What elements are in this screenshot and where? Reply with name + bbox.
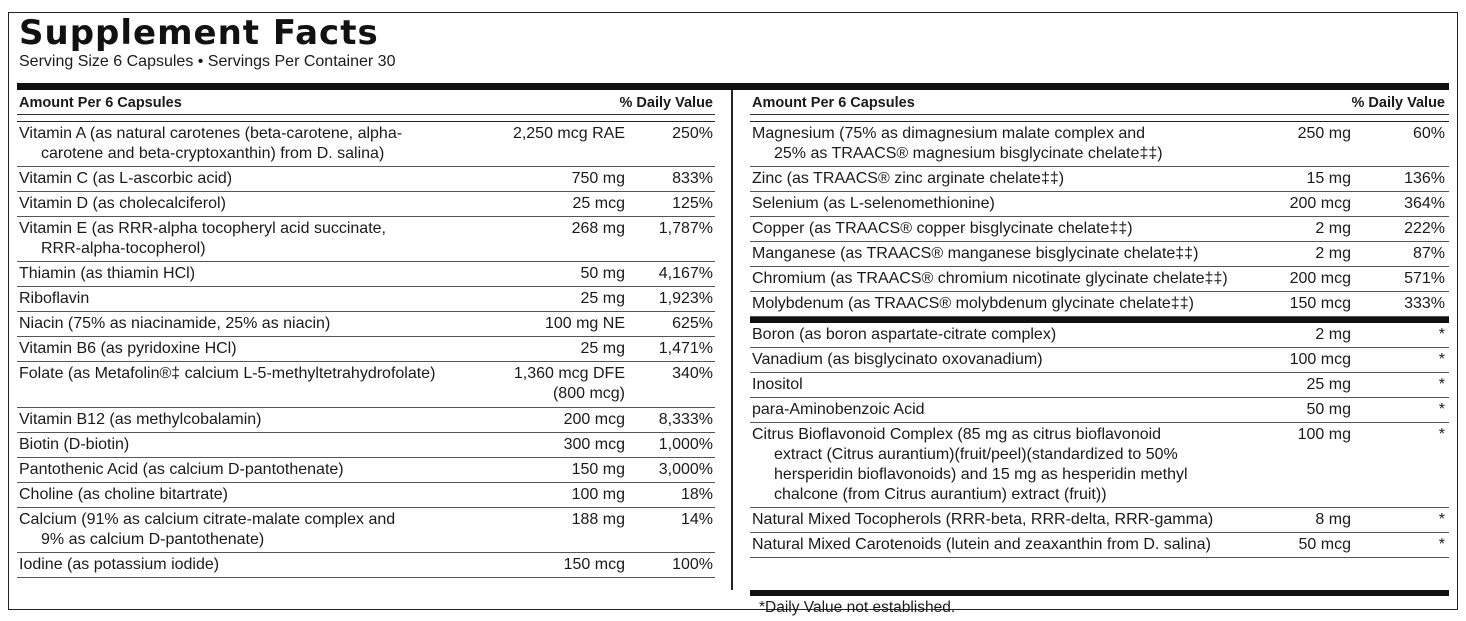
nutrient-amount <box>1315 219 1351 239</box>
nutrient-row <box>17 262 715 287</box>
nutrient-name <box>752 535 1242 555</box>
nutrient-daily-value: * <box>1438 326 1445 343</box>
nutrient-amount <box>1307 169 1351 189</box>
nutrient-row <box>17 408 715 433</box>
nutrient-amount <box>514 364 625 404</box>
nutrient-row <box>750 167 1449 192</box>
nutrient-amount <box>1307 400 1351 420</box>
nutrient-amount <box>1290 350 1351 370</box>
nutrient-daily-value: 3,000% <box>658 461 713 478</box>
nutrient-name <box>19 169 489 189</box>
right-nutrient-list-2 <box>750 323 1449 558</box>
nutrient-row <box>17 483 715 508</box>
nutrient-row <box>17 312 715 337</box>
nutrient-name-line: Selenium (as L-selenomethionine) <box>752 195 995 212</box>
nutrient-amount <box>1315 244 1351 264</box>
nutrient-name <box>752 400 1242 420</box>
nutrient-amount <box>572 510 625 530</box>
nutrient-daily-value: 571% <box>1404 270 1445 287</box>
nutrient-name-line: Natural Mixed Tocopherols (RRR-beta, RRR-delta, RRR-gamma) <box>752 511 1214 528</box>
nutrient-row <box>17 192 715 217</box>
nutrient-name-line: Magnesium (75% as dimagnesium malate complex and <box>752 125 1146 142</box>
nutrient-amount <box>1298 124 1351 144</box>
nutrient-name-line: Choline (as choline bitartrate) <box>19 486 228 503</box>
nutrient-name-line: Vitamin B12 (as methylcobalamin) <box>19 411 262 428</box>
nutrient-amount <box>1290 294 1351 314</box>
amount-line: 50 mg <box>1306 401 1351 418</box>
serving-info: Serving Size 6 Capsules • Servings Per Container 30 <box>19 53 396 70</box>
nutrient-daily-value: 1,471% <box>658 340 713 357</box>
nutrient-name-line: Vitamin B6 (as pyridoxine HCl) <box>19 340 237 357</box>
amount-per-label: Amount Per 6 Capsules <box>752 95 915 111</box>
amount-line: 250 mg <box>1297 125 1351 142</box>
nutrient-row <box>750 242 1449 267</box>
bottom-divider-bar <box>750 590 1449 596</box>
nutrient-daily-value: 4,167% <box>658 265 713 282</box>
nutrient-name <box>19 364 489 384</box>
nutrient-name-line: Vitamin A (as natural carotenes (beta-carotene, alpha- <box>19 125 403 142</box>
nutrient-name-line: Inositol <box>752 376 803 393</box>
nutrient-name-line: chalcone (from Citrus aurantium) extract (fruit)) <box>774 486 1107 503</box>
nutrient-name <box>19 264 489 284</box>
nutrient-name <box>19 555 489 575</box>
nutrient-amount <box>572 219 625 239</box>
nutrient-name <box>752 325 1242 345</box>
right-column <box>750 90 1449 558</box>
column-divider <box>731 90 733 590</box>
nutrient-name-line: hersperidin bioflavonoids) and 15 mg as hesperidin methyl <box>774 466 1188 483</box>
nutrient-daily-value: 1,000% <box>658 436 713 453</box>
nutrient-row <box>750 348 1449 373</box>
nutrient-amount <box>572 169 625 189</box>
nutrient-name <box>752 375 1242 395</box>
nutrient-row <box>17 508 715 553</box>
right-nutrient-list <box>750 121 1449 317</box>
nutrient-name <box>19 194 489 214</box>
nutrient-name-line: Biotin (D-biotin) <box>19 436 130 453</box>
nutrient-name-line: Calcium (91% as calcium citrate-malate complex and <box>19 511 396 528</box>
nutrient-row <box>17 167 715 192</box>
nutrient-daily-value: 14% <box>680 511 713 528</box>
nutrient-name <box>752 194 1242 214</box>
nutrient-amount <box>572 485 625 505</box>
amount-line: 2,250 mcg RAE <box>512 125 625 142</box>
nutrient-name-line: extract (Citrus aurantium)(fruit/peel)(standardized to 50% <box>774 446 1178 463</box>
nutrient-amount <box>572 460 625 480</box>
nutrient-row <box>17 122 715 167</box>
right-header <box>750 90 1449 115</box>
nutrient-name <box>19 485 489 505</box>
amount-line: 268 mg <box>571 220 625 237</box>
nutrient-daily-value: 8,333% <box>658 411 713 428</box>
amount-line: 8 mg <box>1315 511 1351 528</box>
nutrient-daily-value: 625% <box>672 315 713 332</box>
nutrient-name-line: 25% as TRAACS® magnesium bisglycinate chelate‡‡) <box>774 145 1163 162</box>
amount-line: 150 mcg <box>563 556 625 573</box>
nutrient-daily-value: 1,787% <box>658 220 713 237</box>
nutrient-row <box>17 217 715 262</box>
nutrient-amount <box>545 314 625 334</box>
daily-value-label: % Daily Value <box>619 95 713 111</box>
nutrient-name-line: Chromium (as TRAACS® chromium nicotinate glycinate chelate‡‡) <box>752 270 1228 287</box>
nutrient-daily-value: * <box>1438 376 1445 393</box>
nutrient-name <box>752 425 1242 505</box>
nutrient-name-line: Vitamin C (as L-ascorbic acid) <box>19 170 233 187</box>
nutrient-daily-value: * <box>1438 426 1445 443</box>
nutrient-daily-value: 18% <box>680 486 713 503</box>
nutrient-name-line: Vitamin D (as cholecalciferol) <box>19 195 226 212</box>
nutrient-daily-value: * <box>1438 511 1445 528</box>
nutrient-row <box>17 458 715 483</box>
amount-line: 200 mcg <box>1289 195 1351 212</box>
amount-line: 25 mg <box>580 340 625 357</box>
nutrient-amount <box>1290 269 1351 289</box>
amount-line: 50 mcg <box>1298 536 1351 553</box>
amount-line: 100 mg <box>571 486 625 503</box>
nutrient-name-line: Pantothenic Acid (as calcium D-pantothenate) <box>19 461 344 478</box>
nutrient-name <box>752 219 1242 239</box>
nutrient-row <box>17 433 715 458</box>
nutrient-row <box>750 192 1449 217</box>
amount-line: 200 mcg <box>1289 270 1351 287</box>
amount-per-label: Amount Per 6 Capsules <box>19 95 182 111</box>
amount-line: 50 mg <box>580 265 625 282</box>
nutrient-row <box>750 217 1449 242</box>
nutrient-name-line: Iodine (as potassium iodide) <box>19 556 220 573</box>
nutrient-name <box>19 124 489 164</box>
nutrient-name-line: Vitamin E (as RRR-alpha tocopheryl acid succinate, <box>19 220 386 237</box>
nutrient-amount <box>1315 510 1351 530</box>
nutrient-amount <box>573 194 625 214</box>
left-nutrient-list <box>17 121 715 578</box>
nutrient-row <box>750 423 1449 508</box>
nutrient-row <box>17 287 715 312</box>
nutrient-amount <box>1307 375 1351 395</box>
nutrient-row <box>750 292 1449 317</box>
nutrient-name-line: Copper (as TRAACS® copper bisglycinate chelate‡‡) <box>752 220 1133 237</box>
nutrient-amount <box>581 264 625 284</box>
amount-line: 2 mg <box>1315 245 1351 262</box>
nutrient-amount <box>1299 535 1351 555</box>
nutrient-daily-value: 364% <box>1404 195 1445 212</box>
nutrient-daily-value: 340% <box>672 365 713 382</box>
nutrient-daily-value: * <box>1438 351 1445 368</box>
nutrient-daily-value: 60% <box>1412 125 1445 142</box>
nutrient-name-line: Vanadium (as bisglycinato oxovanadium) <box>752 351 1043 368</box>
nutrient-row <box>17 337 715 362</box>
nutrient-row <box>750 508 1449 533</box>
nutrient-name-line: 9% as calcium D-pantothenate) <box>41 531 265 548</box>
nutrient-daily-value: * <box>1438 401 1445 418</box>
nutrient-name-line: Riboflavin <box>19 290 90 307</box>
nutrient-row <box>17 553 715 578</box>
nutrient-name-line: Citrus Bioflavonoid Complex (85 mg as citrus bioflavonoid <box>752 426 1162 443</box>
amount-line: (800 mcg) <box>552 385 625 402</box>
nutrient-row <box>750 533 1449 558</box>
nutrient-row <box>750 122 1449 167</box>
supplement-facts-panel <box>8 12 1458 616</box>
nutrient-name-line: Thiamin (as thiamin HCl) <box>19 265 196 282</box>
amount-line: 100 mg <box>1297 426 1351 443</box>
nutrient-name <box>752 350 1242 370</box>
nutrient-name <box>19 510 489 550</box>
nutrient-daily-value: 250% <box>672 125 713 142</box>
nutrient-amount <box>1298 425 1351 445</box>
amount-line: 150 mg <box>571 461 625 478</box>
nutrient-name <box>19 219 489 259</box>
footnote: *Daily Value not established. <box>759 599 956 616</box>
amount-line: 750 mg <box>571 170 625 187</box>
nutrient-name <box>752 244 1242 264</box>
amount-line: 100 mcg <box>1289 351 1351 368</box>
amount-line: 25 mg <box>580 290 625 307</box>
amount-line: 25 mcg <box>572 195 625 212</box>
nutrient-name <box>19 314 489 334</box>
amount-line: 100 mg NE <box>544 315 625 332</box>
nutrient-name <box>19 289 489 309</box>
amount-line: 188 mg <box>571 511 625 528</box>
nutrient-amount <box>564 410 625 430</box>
nutrient-amount <box>564 435 625 455</box>
nutrient-name-line: carotene and beta-cryptoxanthin) from D. salina) <box>41 145 385 162</box>
nutrient-amount <box>1290 194 1351 214</box>
nutrient-name-line: Boron (as boron aspartate-citrate complex) <box>752 326 1057 343</box>
nutrient-name <box>752 294 1242 314</box>
nutrient-name-line: Manganese (as TRAACS® manganese bisglycinate chelate‡‡) <box>752 245 1199 262</box>
nutrient-name <box>19 460 489 480</box>
nutrient-daily-value: * <box>1438 536 1445 553</box>
nutrient-name-line: Natural Mixed Carotenoids (lutein and zeaxanthin from D. salina) <box>752 536 1211 553</box>
nutrient-name <box>752 269 1242 289</box>
panel-title: Supplement Facts <box>19 13 379 53</box>
nutrient-name-line: Niacin (75% as niacinamide, 25% as niacin) <box>19 315 331 332</box>
left-header <box>17 90 715 115</box>
nutrient-daily-value: 100% <box>672 556 713 573</box>
nutrient-name-line: para-Aminobenzoic Acid <box>752 401 925 418</box>
nutrient-name-line: Folate (as Metafolin®‡ calcium L-5-methyltetrahydrofolate) <box>19 365 436 382</box>
nutrient-name <box>19 435 489 455</box>
amount-line: 2 mg <box>1315 326 1351 343</box>
nutrient-daily-value: 833% <box>672 170 713 187</box>
amount-line: 150 mcg <box>1289 295 1351 312</box>
nutrient-row <box>750 323 1449 348</box>
nutrient-name <box>19 410 489 430</box>
nutrient-daily-value: 1,923% <box>658 290 713 307</box>
amount-line: 300 mcg <box>563 436 625 453</box>
nutrient-name <box>752 510 1242 530</box>
amount-line: 1,360 mcg DFE <box>513 365 625 382</box>
nutrient-row <box>750 398 1449 423</box>
nutrient-amount <box>581 289 625 309</box>
nutrient-name <box>752 124 1242 164</box>
nutrient-name <box>752 169 1242 189</box>
nutrient-daily-value: 222% <box>1404 220 1445 237</box>
nutrient-daily-value: 125% <box>672 195 713 212</box>
amount-line: 15 mg <box>1306 170 1351 187</box>
nutrient-amount <box>513 124 625 144</box>
nutrient-daily-value: 87% <box>1412 245 1445 262</box>
nutrient-amount <box>1315 325 1351 345</box>
top-divider-bar <box>17 83 1449 90</box>
nutrient-row <box>750 373 1449 398</box>
left-column <box>17 90 715 578</box>
nutrient-daily-value: 333% <box>1404 295 1445 312</box>
amount-line: 25 mg <box>1306 376 1351 393</box>
daily-value-label: % Daily Value <box>1351 95 1445 111</box>
amount-line: 2 mg <box>1315 220 1351 237</box>
nutrient-row <box>750 267 1449 292</box>
nutrient-daily-value: 136% <box>1404 170 1445 187</box>
nutrient-name-line: Molybdenum (as TRAACS® molybdenum glycinate chelate‡‡) <box>752 295 1194 312</box>
nutrient-amount <box>564 555 625 575</box>
nutrient-row <box>17 362 715 408</box>
amount-line: 200 mcg <box>563 411 625 428</box>
nutrient-name-line: Zinc (as TRAACS® zinc arginate chelate‡‡) <box>752 170 1065 187</box>
nutrient-amount <box>581 339 625 359</box>
nutrient-name-line: RRR-alpha-tocopherol) <box>41 240 206 257</box>
nutrient-name <box>19 339 489 359</box>
